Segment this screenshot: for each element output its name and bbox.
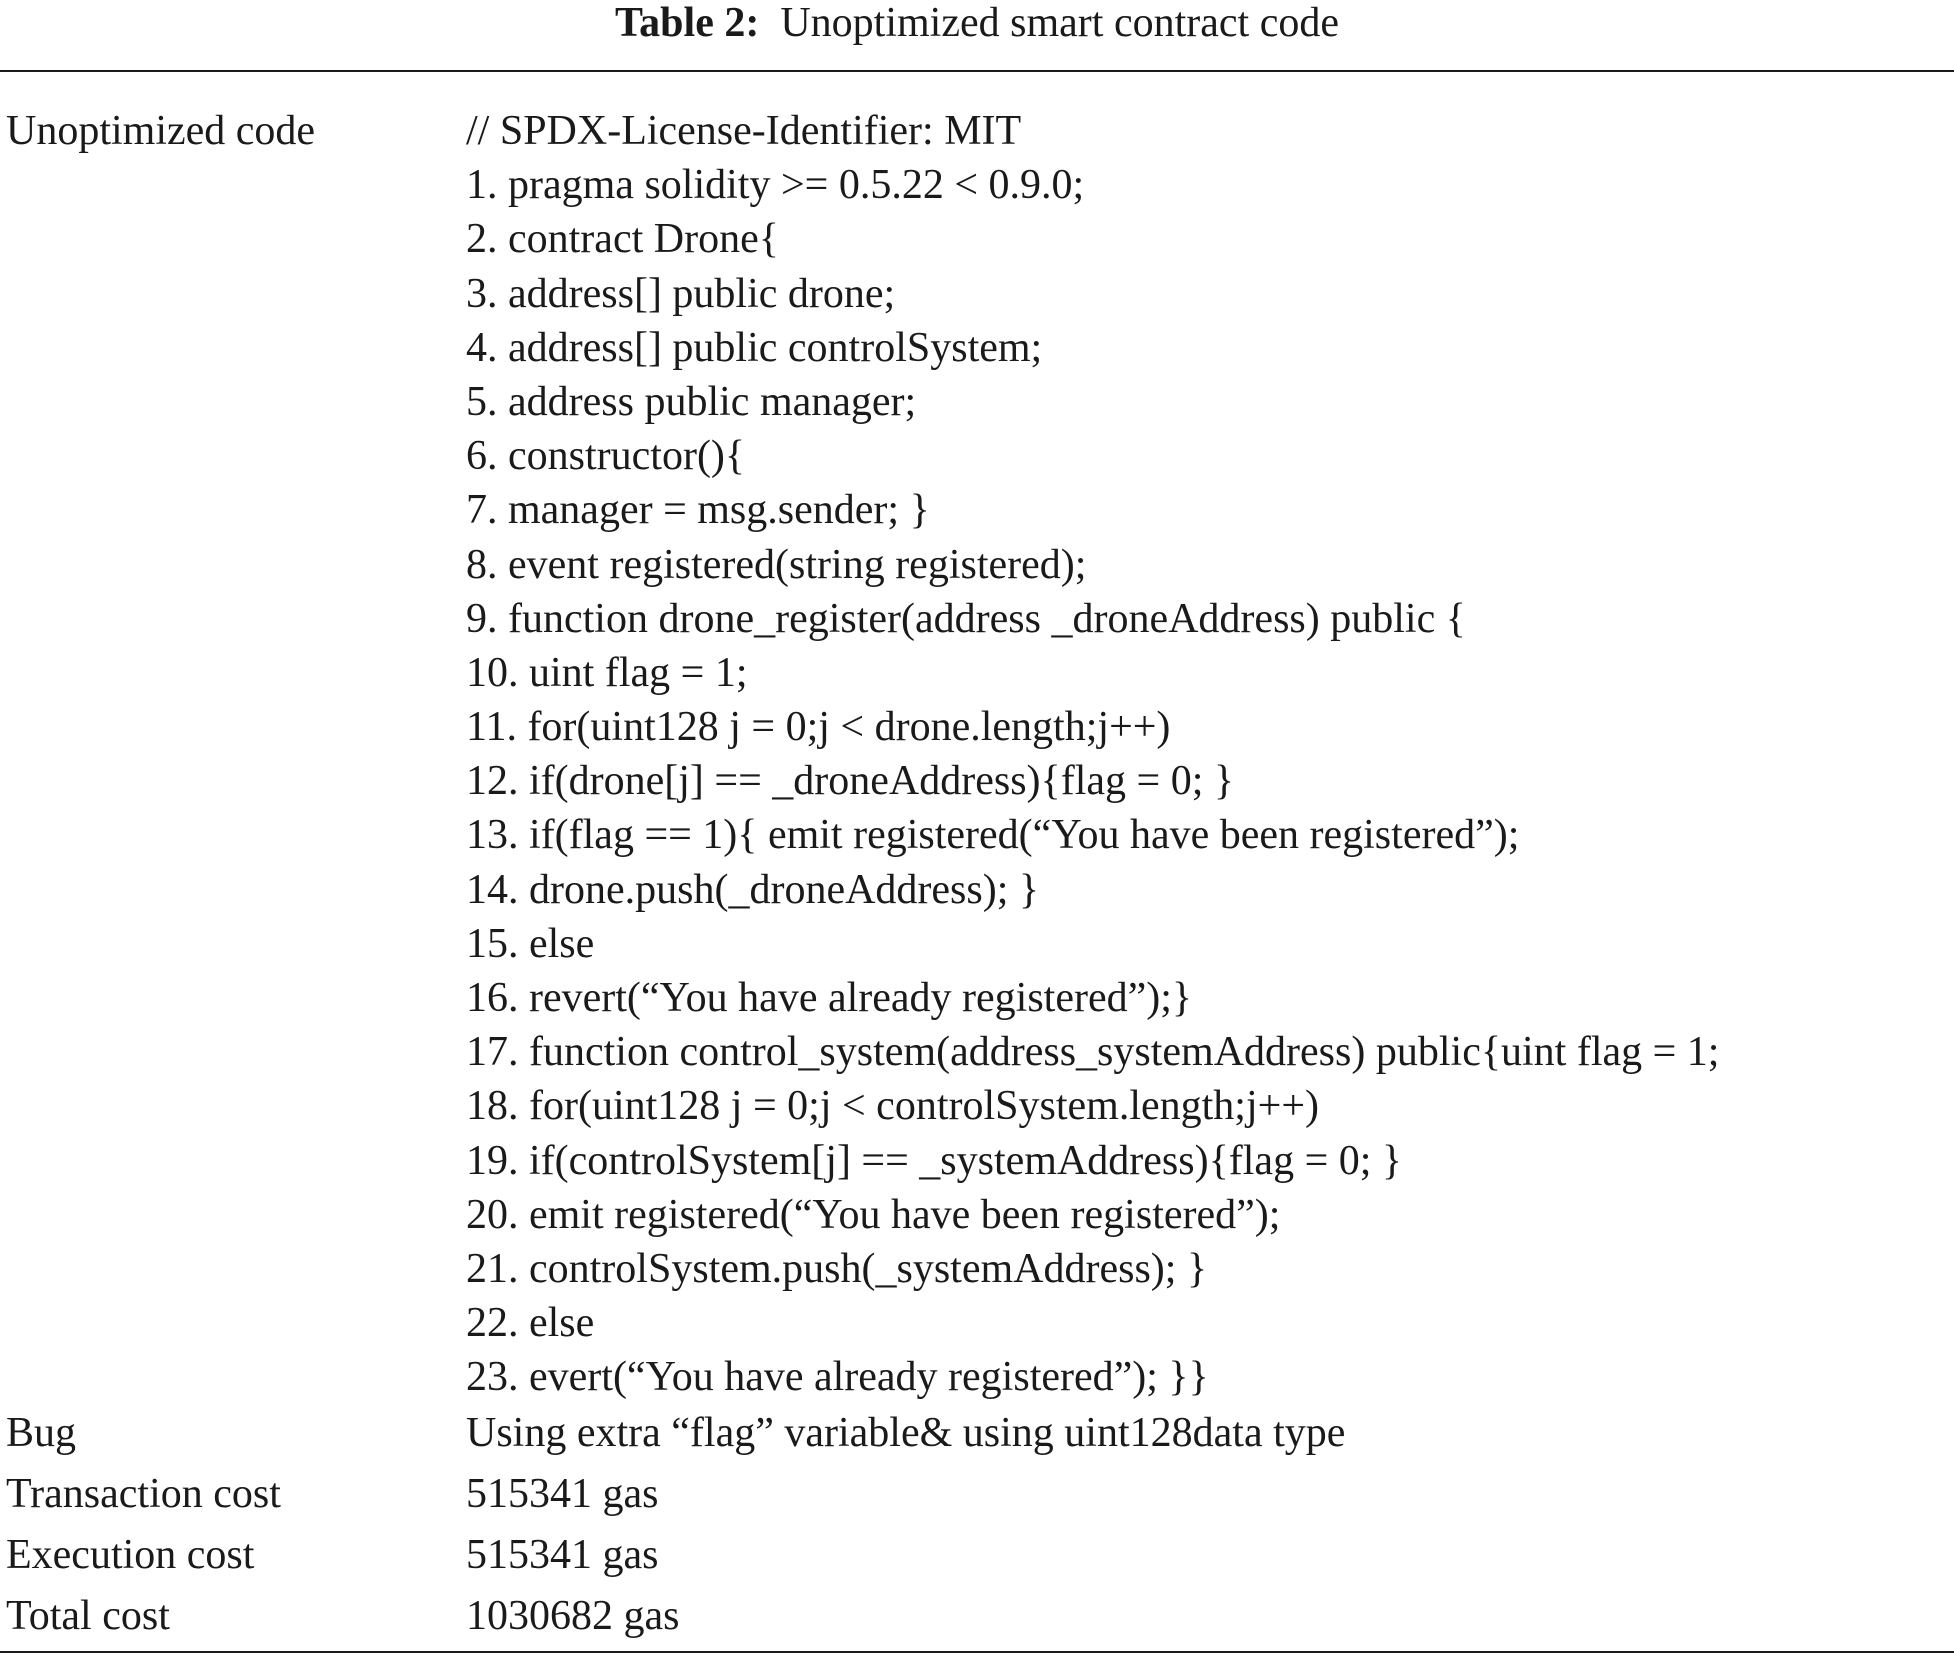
code-line: 1. pragma solidity >= 0.5.22 < 0.9.0; (466, 162, 1085, 209)
bug-row-label: Bug (6, 1410, 77, 1456)
code-line: 4. address[] public controlSystem; (466, 324, 1043, 371)
table-caption (0, 0, 1954, 46)
execution-cost-label: Execution cost (6, 1532, 255, 1578)
transaction-cost-label: Transaction cost (6, 1471, 281, 1517)
code-line: 18. for(uint128 j = 0;j < controlSystem.length;j++) (466, 1083, 1320, 1130)
execution-cost-value: 515341 gas (466, 1532, 659, 1578)
code-line: 12. if(drone[j] == _droneAddress){flag = 0; } (466, 758, 1235, 805)
code-line: 23. evert(“You have already registered”); }} (466, 1354, 1209, 1401)
code-line: 8. event registered(string registered); (466, 541, 1087, 588)
total-cost-label: Total cost (6, 1593, 170, 1639)
code-line: 7. manager = msg.sender; } (466, 487, 930, 534)
code-line: 3. address[] public drone; (466, 270, 896, 317)
code-line: 2. contract Drone{ (466, 216, 779, 263)
code-line: // SPDX-License-Identifier: MIT (466, 108, 1022, 154)
top-rule (0, 70, 1954, 72)
code-line: 9. function drone_register(address _droneAddress) public { (466, 595, 1466, 642)
transaction-cost-value: 515341 gas (466, 1471, 659, 1517)
code-line: 19. if(controlSystem[j] == _systemAddress){flag = 0; } (466, 1137, 1403, 1184)
code-line: 22. else (466, 1300, 595, 1347)
code-line: 14. drone.push(_droneAddress); } (466, 866, 1040, 913)
bottom-rule (0, 1651, 1954, 1653)
code-line: 10. uint flag = 1; (466, 649, 748, 696)
total-cost-value: 1030682 gas (466, 1593, 680, 1639)
code-line: 20. emit registered(“You have been registered”); (466, 1191, 1281, 1238)
code-line: 6. constructor(){ (466, 433, 746, 480)
code-block (466, 104, 1719, 1405)
code-line: 11. for(uint128 j = 0;j < drone.length;j++) (466, 704, 1171, 751)
bug-row-value: Using extra “flag” variable& using uint128data type (466, 1410, 1346, 1456)
code-line: 5. address public manager; (466, 378, 917, 425)
code-line: 13. if(flag == 1){ emit registered(“You have been registered”); (466, 812, 1520, 859)
caption-title: Unoptimized smart contract code (780, 0, 1339, 46)
code-line: 15. else (466, 920, 595, 967)
code-line: 17. function control_system(address_systemAddress) public{uint flag = 1; (466, 1029, 1720, 1076)
code-line: 21. controlSystem.push(_systemAddress); } (466, 1245, 1208, 1292)
code-line: 16. revert(“You have already registered”);} (466, 975, 1193, 1021)
caption-label: Table 2: (615, 0, 760, 46)
code-row-label: Unoptimized code (6, 108, 316, 154)
